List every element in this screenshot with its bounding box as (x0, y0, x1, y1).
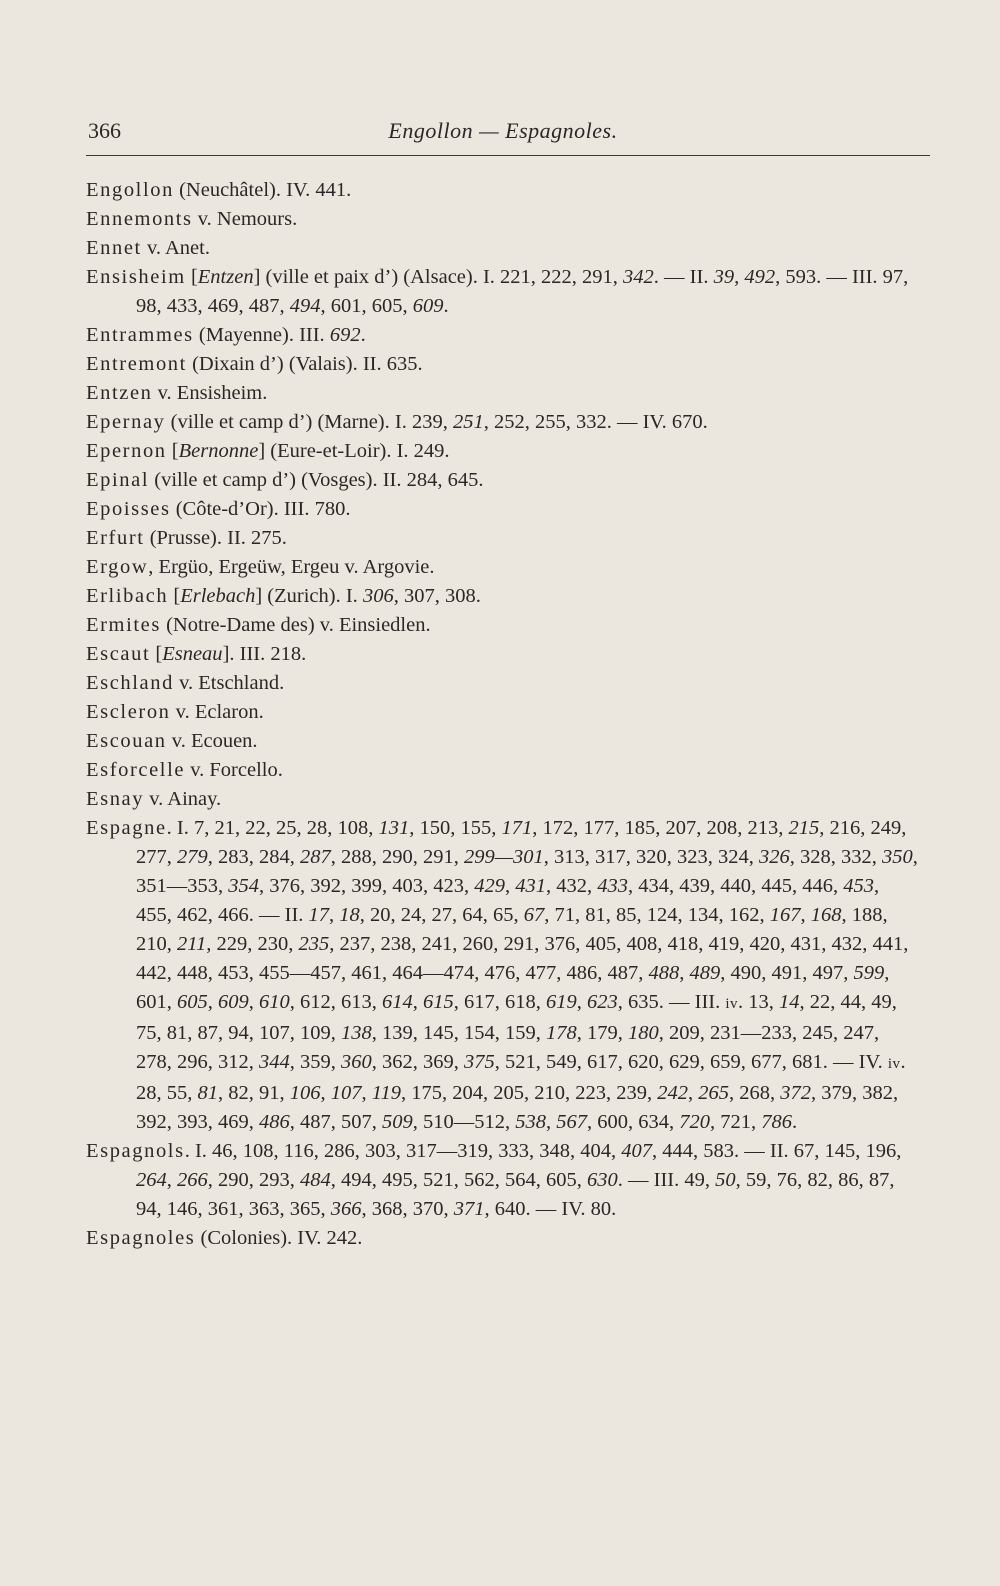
entry-text: , 175, 204, 205, 210, 223, 239, (400, 1082, 658, 1104)
entry-text: ]. III. 218. (222, 643, 307, 665)
entry-text: , 172, 177, 185, 207, 208, 213, (532, 817, 789, 839)
entry-text: . 13, (738, 991, 780, 1013)
entry-text: , (248, 991, 259, 1013)
entry-italic-text: 453 (843, 875, 874, 897)
entry-italic-text: 615 (423, 991, 454, 1013)
entry-text: , (166, 1169, 177, 1191)
entry-italic-text: 372 (780, 1082, 811, 1104)
entry-italic-text: 264 (136, 1169, 167, 1191)
entry-text: , (361, 1082, 372, 1104)
entry-text: iv (725, 996, 739, 1012)
entry-headword: Esnay (86, 788, 145, 810)
entry-text: (Colonies). IV. 242. (195, 1227, 363, 1249)
entry-headword: Engollon (86, 179, 174, 201)
entry-text: , 179, (576, 1022, 628, 1044)
index-entry (86, 263, 920, 321)
entry-italic-text: 211 (177, 933, 207, 955)
entry-italic-text: 489 (689, 962, 721, 984)
entry-text: , 379, 382, 392, 393, 469, (136, 1082, 899, 1133)
entry-italic-text: 50 (715, 1169, 736, 1191)
index-entry (86, 611, 920, 640)
entry-text: v. Ainay. (144, 788, 222, 810)
index-entry (86, 350, 920, 379)
entry-headword: Ennemonts (86, 208, 193, 230)
entry-text: , 487, 507, (289, 1111, 382, 1133)
index-entry (86, 466, 920, 495)
entry-italic-text: 720 (679, 1111, 710, 1133)
entry-headword: Espagnols (86, 1140, 185, 1162)
entry-text: , 455, 462, 466. — II. (136, 875, 880, 926)
entry-text: v. Anet. (141, 237, 210, 259)
entry-italic-text: 342 (623, 266, 654, 288)
entry-italic-text: 138 (341, 1022, 372, 1044)
entry-headword: Erlibach (86, 585, 169, 607)
entry-italic-text: 375 (464, 1051, 495, 1073)
entry-text: , 209, 231—233, 245, 247, 278, 296, 312, (136, 1022, 880, 1073)
index-entry (86, 176, 920, 205)
running-title: Engollon — Espagnoles. (388, 118, 618, 143)
entry-italic-text: 509 (382, 1111, 413, 1133)
entry-headword: Escouan (86, 730, 167, 752)
entry-text: . — III. 49, (617, 1169, 716, 1191)
entry-italic-text: 371 (453, 1198, 485, 1220)
entry-italic-text: 354 (228, 875, 259, 897)
entry-italic-text: 366 (330, 1198, 362, 1220)
entry-italic-text: 265 (698, 1082, 729, 1104)
entry-headword: Entrammes (86, 324, 194, 346)
entry-italic-text: 407 (621, 1140, 653, 1162)
entry-text: , 139, 145, 154, 159, (371, 1022, 546, 1044)
entry-italic-text: 609 (218, 991, 249, 1013)
entry-text: (Mayenne). III. (193, 324, 330, 346)
entry-text: , 362, 369, (371, 1051, 464, 1073)
entry-text: . I. 7, 21, 22, 25, 28, 108, (166, 817, 379, 839)
index-entry (86, 524, 920, 553)
entry-text: , 328, 332, (789, 846, 882, 868)
entry-headword: Epinal (86, 469, 150, 491)
entry-text: , 288, 290, 291, (330, 846, 464, 868)
entry-text: , 490, 491, 497, (720, 962, 854, 984)
entry-text: , 307, 308. (393, 585, 481, 607)
entry-text: , 150, 155, (409, 817, 502, 839)
entry-text: , (412, 991, 423, 1013)
index-entry (86, 408, 920, 437)
entry-italic-text: 609 (412, 295, 444, 317)
entry-italic-text: 605 (177, 991, 208, 1013)
entry-italic-text: 171 (501, 817, 533, 839)
entry-text: , 368, 370, (361, 1198, 454, 1220)
entry-text: (Neuchâtel). IV. 441. (173, 179, 352, 201)
entry-text: . 28, 55, (136, 1051, 906, 1104)
entry-headword: Erfurt (86, 527, 145, 549)
entry-headword: Ensisheim (86, 266, 186, 288)
entry-italic-text: 242 (657, 1082, 688, 1104)
entry-text: , 600, 634, (587, 1111, 680, 1133)
entry-text: , 252, 255, 332. — IV. 670. (483, 411, 708, 433)
entry-text: , 721, (710, 1111, 762, 1133)
entry-italic-text: 692 (329, 324, 361, 346)
entry-headword: Eschland (86, 672, 174, 694)
entry-text: , 237, 238, 241, 260, 291, 376, 405, 408, 418, 419, 420, 431, 432, 441, 442, 448, 453, 455—457, 461, 464—474, 476, 477, 486, 487, (136, 933, 909, 984)
entry-italic-text: Esneau (162, 643, 223, 665)
entry-italic-text: 279 (177, 846, 208, 868)
entry-text: , 229, 230, (206, 933, 299, 955)
entry-italic-text: 107 (330, 1082, 362, 1104)
entry-text: v. Etschland. (173, 672, 285, 694)
entry-text: v. Ensisheim. (152, 382, 268, 404)
entry-text: , (320, 1082, 331, 1104)
entry-italic-text: 168 (810, 904, 842, 926)
entry-italic-text: Erlebach (180, 585, 256, 607)
entry-text: , 612, 613, (289, 991, 382, 1013)
entry-headword: Ermites (86, 614, 161, 636)
entry-text: [ (150, 643, 163, 665)
index-entry (86, 321, 920, 350)
entry-text: (Dixain d’) (Valais). II. 635. (186, 353, 423, 375)
entry-text: . (360, 324, 366, 346)
index-entry (86, 379, 920, 408)
entry-italic-text: 299—301 (464, 846, 544, 868)
entry-text: , 268, (728, 1082, 781, 1104)
entry-text: , (687, 1082, 699, 1104)
entry-text: , (734, 266, 745, 288)
entry-italic-text: 119 (371, 1082, 401, 1104)
entry-headword: Entremont (86, 353, 187, 375)
entry-italic-text: 360 (341, 1051, 372, 1073)
entry-text: , 444, 583. — II. 67, 145, 196, (652, 1140, 902, 1162)
entry-text: , (546, 1111, 557, 1133)
entry-italic-text: 344 (259, 1051, 290, 1073)
entry-italic-text: 235 (298, 933, 330, 955)
entry-text: , (207, 991, 218, 1013)
index-entry (86, 698, 920, 727)
entry-italic-text: 178 (546, 1022, 577, 1044)
entry-italic-text: 167 (769, 904, 801, 926)
index-entry (86, 814, 920, 1137)
entry-text: v. Nemours. (192, 208, 298, 230)
index-entry (86, 727, 920, 756)
entry-text: (ville et camp d’) (Marne). I. 239, (165, 411, 453, 433)
entry-text: . I. 46, 108, 116, 286, 303, 317—319, 333, 348, 404, (184, 1140, 622, 1162)
entry-headword: Ennet (86, 237, 142, 259)
entry-italic-text: 306 (362, 585, 394, 607)
entry-italic-text: 619 (546, 991, 577, 1013)
entry-text: (Notre-Dame des) v. Einsiedlen. (160, 614, 431, 636)
entry-italic-text: 623 (587, 991, 618, 1013)
entry-text: (ville et camp d’) (Vosges). II. 284, 645. (149, 469, 484, 491)
entry-text: , 521, 549, 617, 620, 629, 659, 677, 681. — IV. (494, 1051, 888, 1073)
entry-italic-text: 17 (308, 904, 330, 926)
page-header (86, 118, 920, 146)
entry-headword: Escaut (86, 643, 151, 665)
entry-italic-text: 14 (779, 991, 800, 1013)
entry-italic-text: 614 (382, 991, 413, 1013)
entry-text: , 290, 293, (207, 1169, 300, 1191)
entry-headword: Entzen (86, 382, 153, 404)
header-rule (86, 155, 930, 156)
entry-text: , 635. — III. (617, 991, 726, 1013)
index-entries (86, 176, 920, 1253)
entry-text: . (443, 295, 449, 317)
entry-italic-text: 610 (259, 991, 290, 1013)
index-entry (86, 640, 920, 669)
index-entry (86, 756, 920, 785)
entry-italic-text: 326 (758, 846, 790, 868)
entry-text: , (800, 904, 811, 926)
entry-italic-text: 251 (452, 411, 484, 433)
entry-headword: Esforcelle (86, 759, 186, 781)
entry-italic-text: 131 (378, 817, 410, 839)
entry-text: , 494, 495, 521, 562, 564, 605, (330, 1169, 587, 1191)
index-entry (86, 1224, 920, 1253)
entry-text: , Ergüo, Ergeüw, Ergeu v. Argovie. (148, 556, 435, 578)
entry-text: [ (166, 440, 179, 462)
entry-text: , 593. — III. 97, 98, 433, 469, 487, (136, 266, 909, 317)
index-entry (86, 553, 920, 582)
entry-text: , (576, 991, 587, 1013)
entry-italic-text: 567 (556, 1111, 587, 1133)
index-entry (86, 785, 920, 814)
entry-text: , (329, 904, 340, 926)
entry-text: . (792, 1111, 798, 1133)
entry-text: , 640. — IV. 80. (484, 1198, 617, 1220)
entry-italic-text: 266 (177, 1169, 208, 1191)
entry-text: . — II. (653, 266, 714, 288)
entry-text: , 188, 210, (136, 904, 888, 955)
entry-headword: Epoisses (86, 498, 171, 520)
entry-italic-text: 215 (788, 817, 820, 839)
entry-italic-text: 180 (628, 1022, 659, 1044)
entry-italic-text: 494 (289, 295, 321, 317)
entry-italic-text: 39 (713, 266, 735, 288)
entry-text: v. Eclaron. (170, 701, 264, 723)
entry-italic-text: 484 (300, 1169, 331, 1191)
entry-italic-text: 488 (648, 962, 680, 984)
entry-text: , 359, (289, 1051, 341, 1073)
entry-text: v. Ecouen. (166, 730, 258, 752)
entry-text: , 216, 249, 277, (136, 817, 907, 868)
entry-text: , 313, 317, 320, 323, 324, (543, 846, 759, 868)
entry-headword: Epernay (86, 411, 166, 433)
entry-italic-text: 433 (597, 875, 628, 897)
entry-text: [ (168, 585, 181, 607)
entry-headword: Ergow (86, 556, 149, 578)
entry-text: , 351—353, (136, 846, 918, 897)
index-entry (86, 205, 920, 234)
entry-text: [ (185, 266, 198, 288)
entry-italic-text: Entzen (197, 266, 254, 288)
index-entry (86, 234, 920, 263)
entry-text: , 432, (546, 875, 598, 897)
entry-text: , 601, 605, (320, 295, 413, 317)
entry-italic-text: 18 (339, 904, 360, 926)
entry-text: v. Forcello. (185, 759, 283, 781)
entry-text: , 283, 284, (207, 846, 300, 868)
entry-italic-text: 538 (515, 1111, 546, 1133)
entry-text: (Côte-d’Or). III. 780. (170, 498, 351, 520)
entry-text: (Prusse). II. 275. (144, 527, 287, 549)
entry-text: iv (887, 1056, 901, 1072)
index-entry (86, 495, 920, 524)
index-entry (86, 582, 920, 611)
entry-text: , 510—512, (412, 1111, 516, 1133)
entry-headword: Espagne (86, 817, 167, 839)
entry-italic-text: 431 (515, 875, 546, 897)
page-number: 366 (88, 118, 121, 143)
entry-italic-text: 786 (761, 1111, 792, 1133)
entry-italic-text: 106 (289, 1082, 321, 1104)
entry-italic-text: 429 (474, 875, 505, 897)
entry-text: , 376, 392, 399, 403, 423, (259, 875, 475, 897)
entry-italic-text: 492 (744, 266, 776, 288)
entry-italic-text: 67 (523, 904, 545, 926)
entry-headword: Escleron (86, 701, 171, 723)
entry-text: , 22, 44, 49, 75, 81, 87, 94, 107, 109, (136, 991, 897, 1044)
entry-text: ] (Eure-et-Loir). I. 249. (258, 440, 450, 462)
entry-italic-text: 630 (587, 1169, 618, 1191)
entry-text: , 59, 76, 82, 86, 87, 94, 146, 361, 363, 365, (136, 1169, 895, 1220)
entry-italic-text: Bernonne (178, 440, 259, 462)
entry-italic-text: 599 (853, 962, 885, 984)
entry-text: , 71, 81, 85, 124, 134, 162, (544, 904, 770, 926)
entry-text: , 82, 91, (218, 1082, 290, 1104)
entry-text: ] (Zurich). I. (255, 585, 363, 607)
entry-italic-text: 287 (300, 846, 331, 868)
entry-text: , 601, (136, 962, 890, 1013)
entry-italic-text: 81 (197, 1082, 218, 1104)
entry-text: , (679, 962, 690, 984)
entry-headword: Espagnoles (86, 1227, 196, 1249)
entry-text: , 617, 618, (453, 991, 546, 1013)
entry-headword: Epernon (86, 440, 167, 462)
entry-text: ] (ville et paix d’) (Alsace). I. 221, 222, 291, (253, 266, 624, 288)
index-entry (86, 1137, 920, 1224)
entry-text: , 434, 439, 440, 445, 446, (628, 875, 844, 897)
entry-italic-text: 350 (881, 846, 913, 868)
index-entry (86, 669, 920, 698)
entry-text: , 20, 24, 27, 64, 65, (359, 904, 524, 926)
entry-italic-text: 486 (259, 1111, 290, 1133)
entry-text: , (505, 875, 516, 897)
index-entry (86, 437, 920, 466)
